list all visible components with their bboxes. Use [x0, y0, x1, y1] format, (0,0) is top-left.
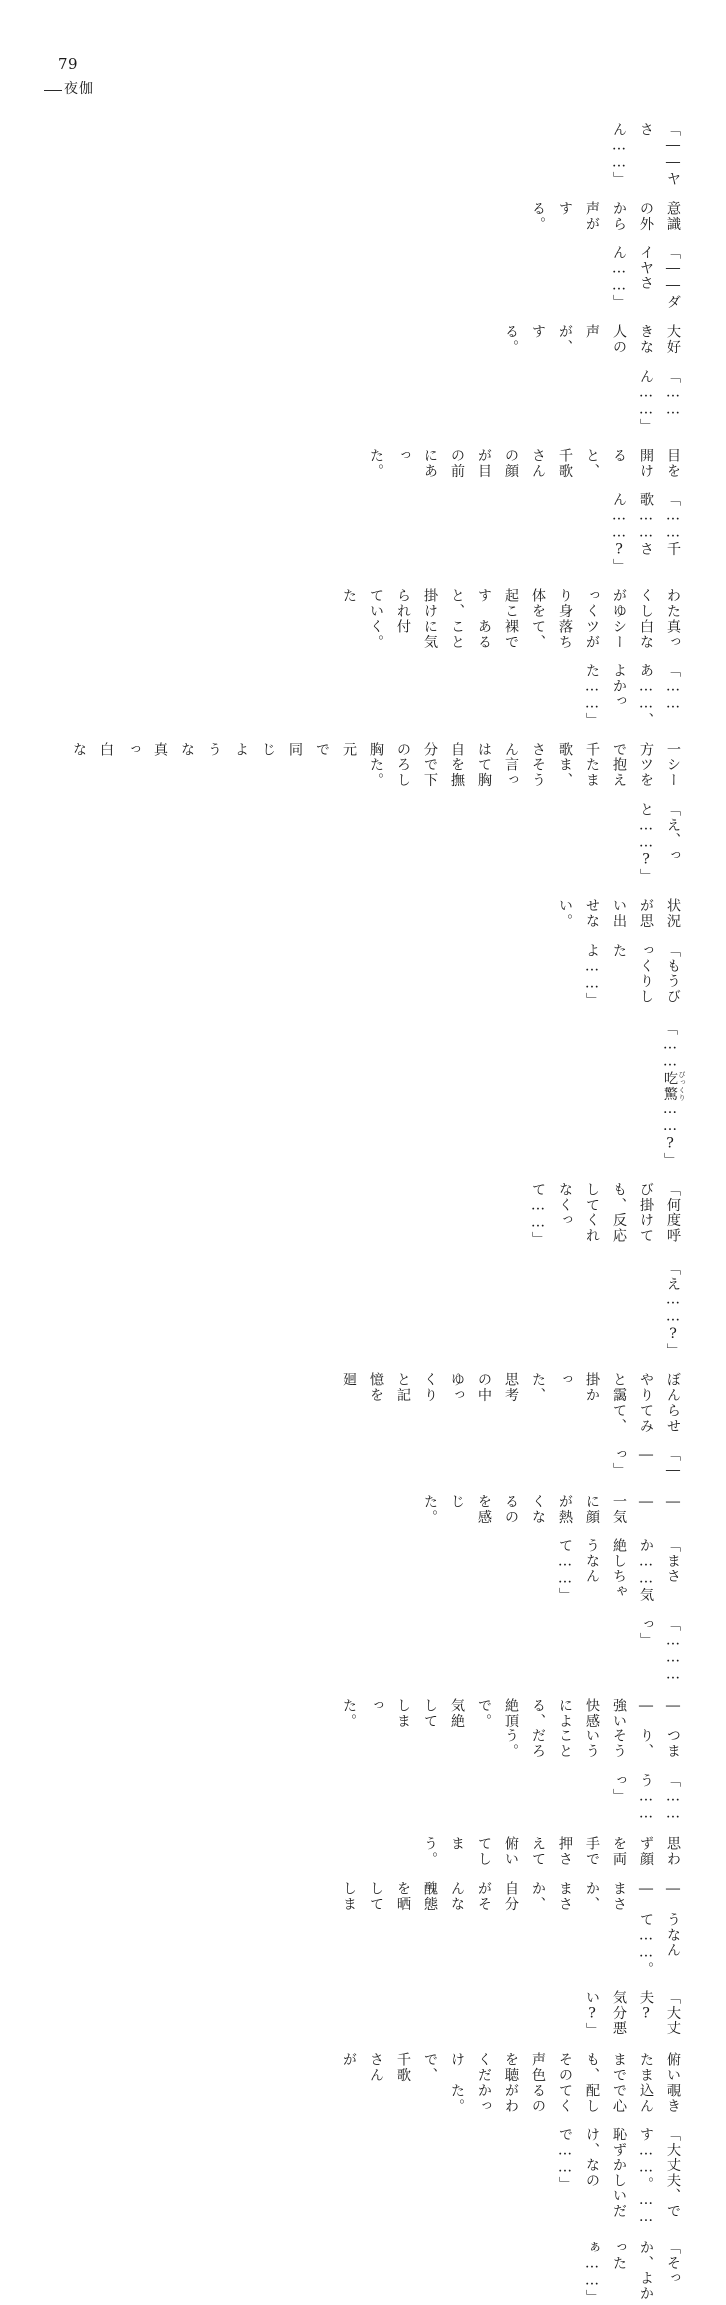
text-line: 「そっか、よかったぁ……」 — [584, 2240, 681, 2305]
text-line: つまり、そういうことだろう。 — [503, 1728, 681, 1759]
running-head-label: 夜伽 — [64, 81, 94, 97]
text-line: 「――っ」 — [611, 1447, 681, 1480]
text-line: 「まさか……気絶しちゃうなんて……」 — [557, 1538, 681, 1604]
text-line: 思わず顔を両手で押さえて俯いてしまう。 — [422, 1836, 681, 1868]
text-line: 「もうびっくりしたよ……」 — [584, 942, 681, 1008]
text-line: 「え、っと……?」 — [638, 802, 681, 884]
text-line: 大好きな人の声が、する。 — [503, 324, 681, 355]
text-line: らせてみて、 — [611, 1402, 681, 1434]
text-line-ruby — [656, 1007, 686, 1168]
text-line: 俯いたままでも、その声色を聴くだけで、千歌さんが — [341, 2052, 681, 2083]
text-line: シーツを抱えたまま、そう言って胸を撫で下ろした。 — [368, 757, 681, 789]
text-line: ぼんやりと靄掛かった、思考の中ゆっくりと記憶を廻 — [341, 1372, 681, 1403]
text-line: 「………っ」 — [638, 1617, 681, 1684]
text-line: 真っ白なシーツが落ちて、裸であることに気付く。 — [368, 618, 681, 650]
text-line: わたくしがゆっくり身体を起こすと、掛けられていた — [341, 588, 681, 619]
running-head — [44, 78, 164, 104]
text-line: 状況が思い出せない。 — [557, 897, 681, 929]
text-line: 「……う……っ」 — [611, 1772, 681, 1823]
text-line: 覗き込んで心配してくるのがわかった。 — [449, 2082, 681, 2114]
text-line: ――強い快感による、絶頂で。気絶してしまった。 — [341, 1697, 681, 1729]
body-text — [40, 108, 686, 2305]
text-line: 「大丈夫、です……。……恥ずかしいだけ、なので……」 — [557, 2127, 681, 2227]
text-line: 目を開けると、千歌さんの顔が目の前にあった。 — [368, 447, 681, 479]
text-line: 「え……?」 — [665, 1260, 681, 1359]
text-line: ――一気に顔が熱くなるのを感じた。 — [422, 1493, 681, 1525]
running-head-rule — [44, 90, 62, 91]
text-line: 「――ヤさん……」 — [611, 122, 681, 187]
page-number: 79 — [58, 55, 79, 73]
text-line: ――まさか、まさか、自分がそんな醜態を晒してしま — [341, 1881, 681, 1912]
text-line: 「……千歌……さん……?」 — [611, 492, 681, 575]
ruby-text: 「……吃驚 びっくり……?」 — [662, 1021, 686, 1169]
text-line: 「――ダイヤさん……」 — [611, 245, 681, 311]
text-line: 意識の外から声がする。 — [530, 200, 681, 232]
text-line: うなんて……。 — [638, 1911, 681, 1977]
text-line: 一方で千歌さんは自分の胸元で同じような真っ白な — [71, 742, 681, 758]
text-line: 「大丈夫? 気分悪い?」 — [584, 1990, 681, 2039]
text-line: 「……ん……」 — [638, 368, 681, 434]
text-line: 「……あ……、よかった……」 — [584, 663, 681, 729]
text-line: 「何度呼び掛けても、反応してくれなくって……」 — [530, 1182, 681, 1247]
